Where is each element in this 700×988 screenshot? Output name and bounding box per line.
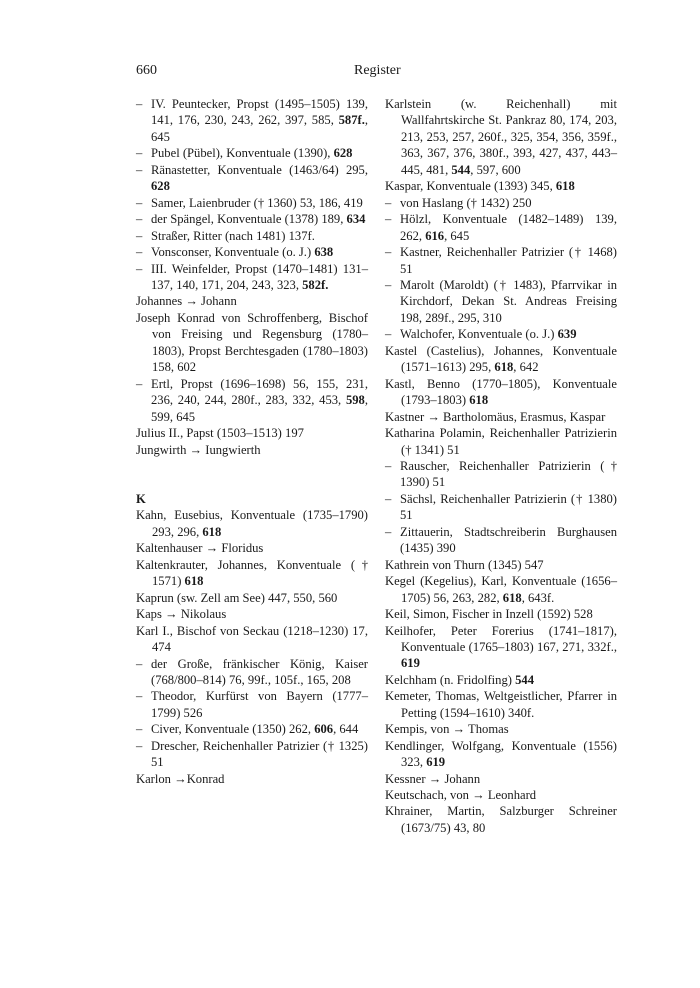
- running-title: Register: [354, 63, 401, 78]
- primary-page-reference: 634: [346, 212, 366, 227]
- section-gap: [136, 458, 368, 491]
- index-entry: Kaspar, Konventuale (1393) 345, 618: [385, 179, 575, 194]
- index-subentry: – Rauscher, Reichenhaller Patrizierin († 1390) 51: [385, 458, 617, 491]
- index-entry: Karlstein (w. Reichenhall) mit Wallfahrtskirche St. Pankraz 80, 174, 203, 213, 253, 257, 260f., 325, 354, 356, 359f., 363, 367, 376, 380f., 393, 427, 437, 443–445, 481, 544, 597, 600: [385, 97, 617, 177]
- primary-page-reference: 582f.: [302, 277, 329, 292]
- index-subentry: – Marolt (Maroldt) († 1483), Pfarrvikar in Kirchdorf, Dekan St. Andreas Freising 198, 289f., 295, 310: [385, 277, 617, 326]
- primary-page-reference: 638: [314, 245, 334, 260]
- primary-page-reference: 544: [451, 162, 471, 177]
- index-entry: Katharina Polamin, Reichenhaller Patrizierin († 1341) 51: [385, 426, 617, 457]
- index-subentry: – Walchofer, Konventuale (o. J.) 639: [385, 326, 617, 342]
- index-entry: Kaltenhauser → Floridus: [136, 541, 264, 556]
- index-subentry: – von Haslang († 1432) 250: [385, 195, 617, 211]
- index-entry: Kaps → Nikolaus: [136, 607, 227, 622]
- index-subentry: – Vonsconser, Konventuale (o. J.) 638: [136, 244, 368, 260]
- index-subentry: – Ränastetter, Konventuale (1463/64) 295, 628: [136, 162, 368, 195]
- primary-page-reference: 544: [515, 672, 534, 687]
- index-subentry: – Pubel (Pübel), Konventuale (1390), 628: [136, 145, 368, 161]
- index-entry: Kemeter, Thomas, Weltgeistlicher, Pfarrer in Petting (1594–1610) 340f.: [385, 689, 617, 720]
- index-subentry: – Sächsl, Reichenhaller Patrizierin († 1380) 51: [385, 491, 617, 524]
- index-entry: Keutschach, von → Leonhard: [385, 788, 537, 803]
- page-number: 660: [136, 63, 157, 78]
- primary-page-reference: 618: [502, 590, 522, 605]
- index-entry: Karl I., Bischof von Seckau (1218–1230) 17, 474: [136, 623, 368, 655]
- index-entry: Keilhofer, Peter Forerius (1741–1817), Konventuale (1765–1803) 167, 271, 332f., 619: [385, 623, 617, 671]
- primary-page-reference: 628: [333, 146, 353, 161]
- index-entry: Kempis, von → Thomas: [385, 722, 509, 737]
- index-subentry: – Ertl, Propst (1696–1698) 56, 155, 231, 236, 240, 244, 280f., 283, 332, 453, 598, 599, 645: [136, 376, 368, 425]
- primary-page-reference: 616: [425, 228, 445, 243]
- primary-page-reference: 606: [314, 722, 334, 737]
- index-subentry: – der Große, fränkischer König, Kaiser (768/800–814) 76, 99f., 105f., 165, 208: [136, 656, 368, 689]
- index-column-right: [385, 96, 617, 836]
- index-subentry: – Samer, Laienbruder († 1360) 53, 186, 419: [136, 195, 368, 211]
- index-subentry: – III. Weinfelder, Propst (1470–1481) 131–137, 140, 171, 204, 243, 323, 582f.: [136, 261, 368, 294]
- index-entry: Julius II., Papst (1503–1513) 197: [136, 426, 304, 441]
- index-subentry: – Zittauerin, Stadtschreiberin Burghausen (1435) 390: [385, 524, 617, 557]
- primary-page-reference: 587f.: [338, 113, 365, 128]
- index-entry: Kessner → Johann: [385, 771, 481, 786]
- index-entry: Kendlinger, Wolfgang, Konventuale (1556) 323, 619: [385, 738, 617, 770]
- primary-page-reference: 598: [345, 393, 365, 408]
- primary-page-reference: 618: [202, 524, 222, 539]
- index-entry: Karlon →Konrad: [136, 771, 225, 786]
- index-entry: Kegel (Kegelius), Karl, Konventuale (1656–1705) 56, 263, 282, 618, 643f.: [385, 574, 617, 605]
- primary-page-reference: 618: [184, 574, 204, 589]
- index-entry: Kelchham (n. Fridolfing) 544: [385, 672, 534, 687]
- primary-page-reference: 618: [494, 360, 514, 375]
- index-entry: Kastl, Benno (1770–1805), Konventuale (1793–1803) 618: [385, 376, 617, 408]
- primary-page-reference: 619: [401, 656, 420, 671]
- index-entry: Kastner → Bartholomäus, Erasmus, Kaspar: [385, 409, 606, 424]
- index-subentry: – IV. Peuntecker, Propst (1495–1505) 139, 141, 176, 230, 243, 262, 397, 585, 587f., 645: [136, 96, 368, 145]
- index-subentry: – Civer, Konventuale (1350) 262, 606, 644: [136, 721, 368, 737]
- primary-page-reference: 619: [426, 755, 446, 770]
- index-subentry: – Kastner, Reichenhaller Patrizier († 1468) 51: [385, 244, 617, 277]
- index-entry: Kaprun (sw. Zell am See) 447, 550, 560: [136, 590, 338, 605]
- index-entry: Johannes → Johann: [136, 294, 237, 309]
- index-entry: Joseph Konrad von Schroffenberg, Bischof von Freising und Regensburg (1780–1803), Propst Berchtesgaden (1780–1803) 158, 602: [136, 310, 368, 375]
- index-entry: Kathrein von Thurn (1345) 547: [385, 557, 544, 572]
- index-subentry: – Drescher, Reichenhaller Patrizier († 1325) 51: [136, 738, 368, 771]
- section-letter: K: [136, 491, 146, 506]
- index-subentry: – Hölzl, Konventuale (1482–1489) 139, 262, 616, 645: [385, 211, 617, 244]
- primary-page-reference: 628: [151, 179, 170, 194]
- index-entry: Kahn, Eusebius, Konventuale (1735–1790) 293, 296, 618: [136, 508, 368, 539]
- index-entry: Khrainer, Martin, Salzburger Schreiner (1673/75) 43, 80: [385, 804, 617, 835]
- index-subentry: – der Spängel, Konventuale (1378) 189, 634: [136, 211, 368, 227]
- index-entry: Kaltenkrauter, Johannes, Konventuale († 1571) 618: [136, 557, 368, 589]
- index-subentry: – Theodor, Kurfürst von Bayern (1777–1799) 526: [136, 688, 368, 721]
- index-subentry: – Straßer, Ritter (nach 1481) 137f.: [136, 228, 368, 244]
- primary-page-reference: 639: [557, 327, 577, 342]
- primary-page-reference: 618: [555, 179, 575, 194]
- index-column-left: [136, 96, 368, 787]
- index-entry: Kastel (Castelius), Johannes, Konventuale (1571–1613) 295, 618, 642: [385, 343, 617, 375]
- primary-page-reference: 618: [469, 393, 489, 408]
- index-entry: Keil, Simon, Fischer in Inzell (1592) 528: [385, 607, 593, 622]
- index-entry: Jungwirth → Iungwierth: [136, 442, 261, 457]
